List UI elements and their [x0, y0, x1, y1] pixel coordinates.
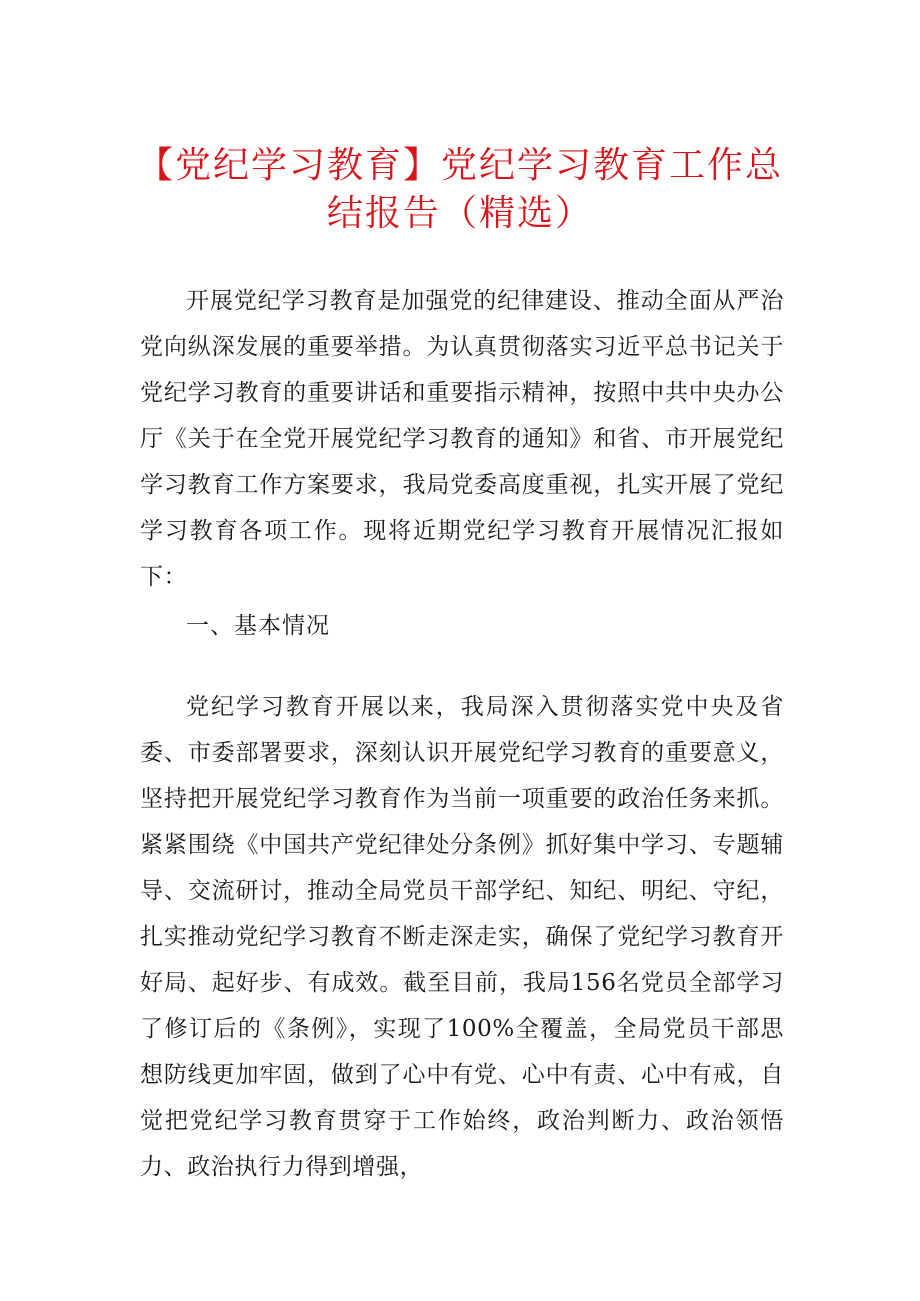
intro-paragraph: 开展党纪学习教育是加强党的纪律建设、推动全面从严治党向纵深发展的重要举措。为认真贯彻落实习近平总书记关于党纪学习教育的重要讲话和重要指示精神，按照中共中央办公厅《关于在全党开展党纪学习教育的通知》和省、市开展党纪学习教育工作方案要求，我局党委高度重视，扎实开展了党纪学习教育各项工作。现将近期党纪学习教育开展情况汇报如下： [140, 288, 784, 590]
section-paragraph: 党纪学习教育开展以来，我局深入贯彻落实党中央及省委、市委部署要求，深刻认识开展党纪学习教育的重要意义，坚持把开展党纪学习教育作为当前一项重要的政治任务来抓。紧紧围绕《中国共产党纪律处分条例》抓好集中学习、专题辅导、交流研讨，推动全局党员干部学纪、知纪、明纪、守纪，扎实推动党纪学习教育不断走深走实，确保了党纪学习教育开好局、起好步、有成效。截至目前，我局156名党员全部学习了修订后的《条例》，实现了100%全覆盖，全局党员干部思想防线更加牢固，做到了心中有党、心中有责、心中有戒，自觉把党纪学习教育贯穿于工作始终，政治判断力、政治领悟力、政治执行力得到增强， [140, 694, 784, 1180]
section-heading: 一、基本情况 [186, 613, 330, 639]
document-title: 【党纪学习教育】党纪学习教育工作总结报告（精选） [136, 145, 783, 234]
